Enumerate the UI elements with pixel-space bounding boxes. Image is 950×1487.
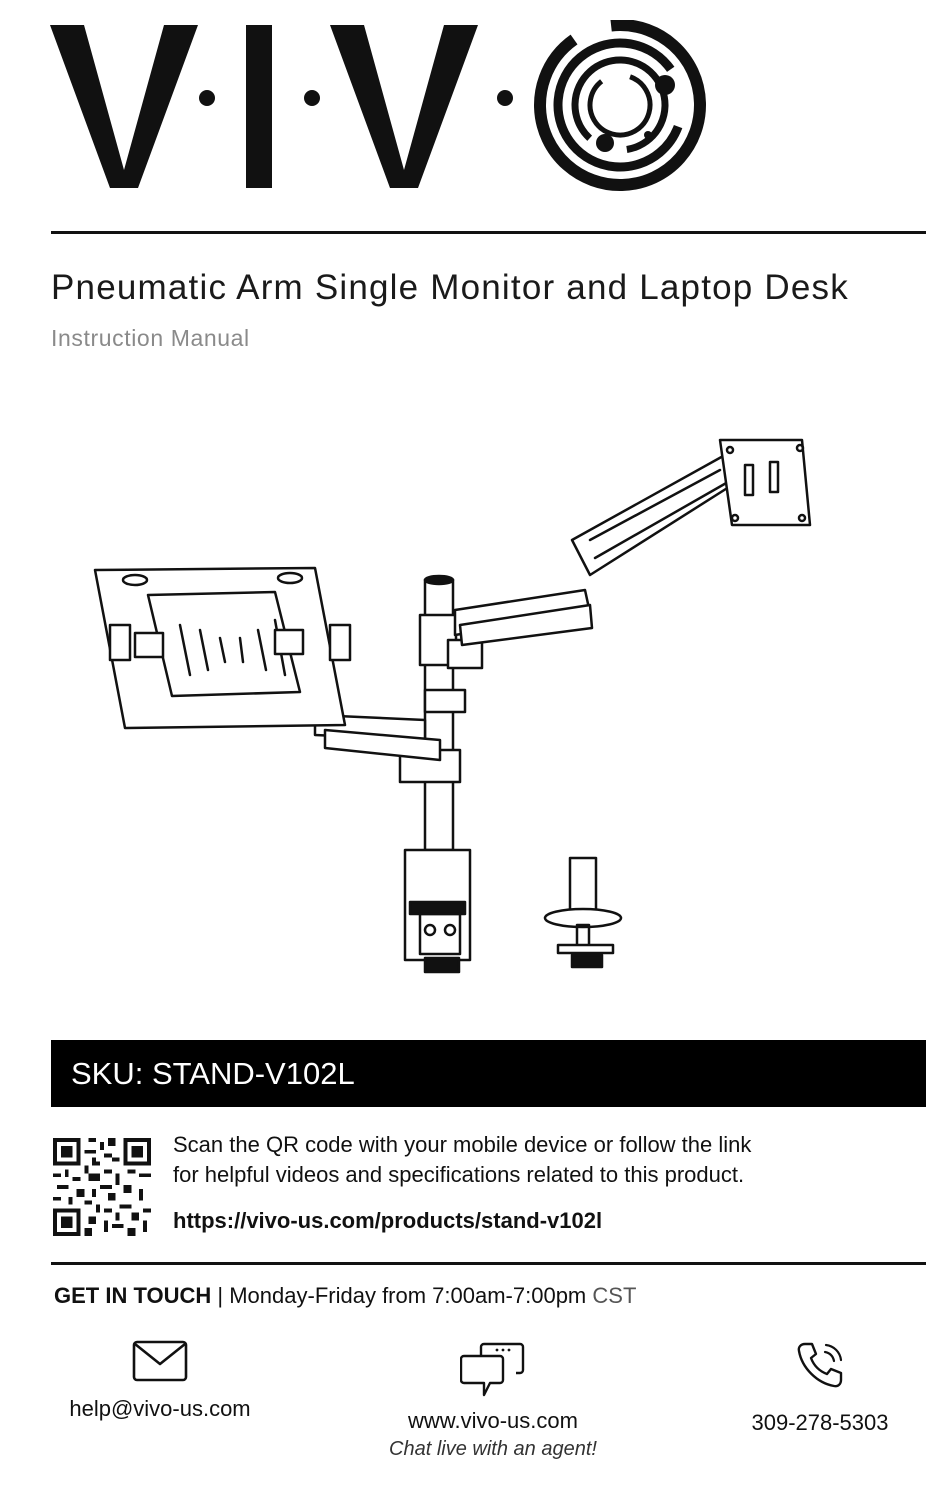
email-address[interactable]: help@vivo-us.com xyxy=(69,1396,251,1421)
chat-note: Chat live with an agent! xyxy=(389,1438,597,1460)
vivo-logo-graphic xyxy=(50,20,710,195)
contact-phone[interactable] xyxy=(735,1340,905,1436)
scan-instructions-line-1: Scan the QR code with your mobile device or follow the link xyxy=(173,1132,752,1157)
header-divider xyxy=(51,231,926,234)
phone-icon xyxy=(795,1340,845,1390)
document-subtitle: Instruction Manual xyxy=(51,325,250,351)
product-illustration xyxy=(80,430,840,990)
product-link[interactable]: https://vivo-us.com/products/stand-v102l xyxy=(173,1208,603,1233)
sku-label: SKU: STAND-V102L xyxy=(71,1056,355,1091)
envelope-icon xyxy=(132,1340,188,1382)
page-title: Pneumatic Arm Single Monitor and Laptop Desk xyxy=(51,268,849,307)
website-address[interactable]: www.vivo-us.com xyxy=(408,1408,578,1433)
vivo-logo xyxy=(50,20,710,195)
contact-website[interactable] xyxy=(378,1340,608,1461)
contact-divider xyxy=(51,1262,926,1265)
sku-banner xyxy=(51,1040,926,1107)
contact-heading xyxy=(54,1283,636,1309)
contact-timezone: CST xyxy=(592,1283,637,1308)
contact-heading-separator: | xyxy=(217,1283,224,1308)
qr-code[interactable] xyxy=(53,1138,151,1236)
chat-bubble-icon xyxy=(460,1340,526,1400)
contact-hours: Monday-Friday from 7:00am-7:00pm xyxy=(229,1283,587,1308)
phone-number[interactable]: 309-278-5303 xyxy=(751,1410,889,1435)
contact-heading-label: GET IN TOUCH xyxy=(54,1283,212,1308)
contact-email[interactable] xyxy=(55,1340,265,1422)
scan-instructions-line-2: for helpful videos and specifications related to this product. xyxy=(173,1162,745,1187)
